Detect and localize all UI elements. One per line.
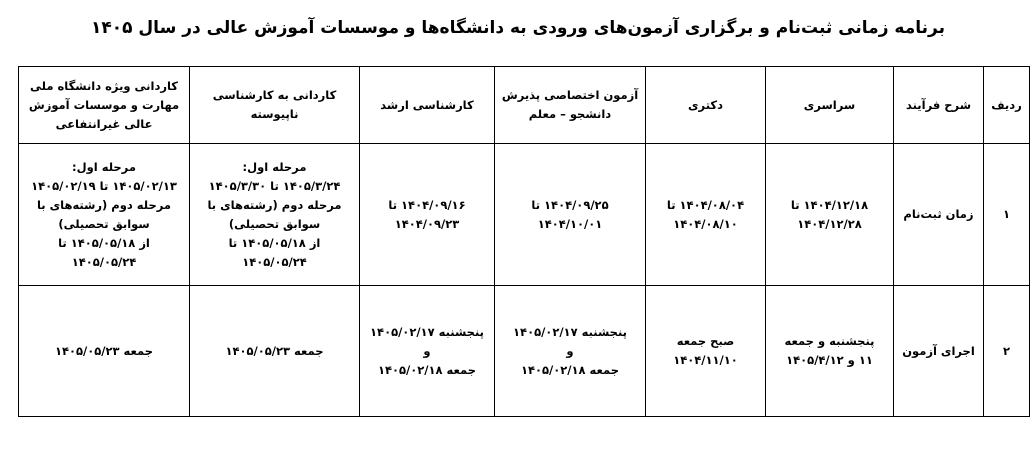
table-row-registration bbox=[19, 144, 1030, 286]
header-student-teacher-exam: آزمون اختصاصی پذیرش دانشجو – معلم bbox=[495, 67, 646, 144]
cell-radif: ۲ bbox=[984, 286, 1030, 417]
cell-doktori: صبح جمعه ۱۴۰۴/۱۱/۱۰ bbox=[646, 286, 766, 417]
header-sarasari: سراسری bbox=[766, 67, 894, 144]
table-row-exam bbox=[19, 286, 1030, 417]
cell-student-teacher-exam: ۱۴۰۴/۰۹/۲۵ تا ۱۴۰۴/۱۰/۰۱ bbox=[495, 144, 646, 286]
header-national-skills-university: کاردانی ویژه دانشگاه ملی مهارت و موسسات آموزش عالی غیرانتفاعی bbox=[19, 67, 190, 144]
cell-national-skills-university: جمعه ۱۴۰۵/۰۵/۲۳ bbox=[19, 286, 190, 417]
cell-masters: ۱۴۰۴/۰۹/۱۶ تا ۱۴۰۴/۰۹/۲۳ bbox=[360, 144, 495, 286]
cell-radif: ۱ bbox=[984, 144, 1030, 286]
header-process-description: شرح فرآیند bbox=[894, 67, 984, 144]
cell-associate-to-bachelor: جمعه ۱۴۰۵/۰۵/۲۳ bbox=[190, 286, 360, 417]
cell-doktori: ۱۴۰۴/۰۸/۰۴ تا ۱۴۰۴/۰۸/۱۰ bbox=[646, 144, 766, 286]
cell-masters: پنجشنبه ۱۴۰۵/۰۲/۱۷ و جمعه ۱۴۰۵/۰۲/۱۸ bbox=[360, 286, 495, 417]
cell-sarasari: ۱۴۰۴/۱۲/۱۸ تا ۱۴۰۴/۱۲/۲۸ bbox=[766, 144, 894, 286]
cell-process-description: زمان ثبت‌نام bbox=[894, 144, 984, 286]
header-radif: ردیف bbox=[984, 67, 1030, 144]
header-masters: کارشناسی ارشد bbox=[360, 67, 495, 144]
table-header-row bbox=[19, 67, 1030, 144]
exam-schedule-table bbox=[18, 66, 1030, 417]
cell-student-teacher-exam: پنجشنبه ۱۴۰۵/۰۲/۱۷ و جمعه ۱۴۰۵/۰۲/۱۸ bbox=[495, 286, 646, 417]
cell-process-description: اجرای آزمون bbox=[894, 286, 984, 417]
cell-associate-to-bachelor: مرحله اول: ۱۴۰۵/۳/۲۴ تا ۱۴۰۵/۳/۳۰ مرحله دوم (رشته‌های با سوابق تحصیلی) از ۱۴۰۵/۰۵/۱۸ تا ۱۴۰۵/۰۵/۲۴ bbox=[190, 144, 360, 286]
cell-national-skills-university: مرحله اول: ۱۴۰۵/۰۲/۱۳ تا ۱۴۰۵/۰۲/۱۹ مرحله دوم (رشته‌های با سوابق تحصیلی) از ۱۴۰۵/۰۵/۱۸ تا ۱۴۰۵/۰۵/۲۴ bbox=[19, 144, 190, 286]
cell-sarasari: پنجشنبه و جمعه ۱۱ و ۱۴۰۵/۴/۱۲ bbox=[766, 286, 894, 417]
header-doktori: دکتری bbox=[646, 67, 766, 144]
header-associate-to-bachelor: کاردانی به کارشناسی ناپیوسته bbox=[190, 67, 360, 144]
document-title: برنامه زمانی ثبت‌نام و برگزاری آزمون‌های ورودی به دانشگاه‌ها و موسسات آموزش عالی در سال ۱۴۰۵ bbox=[91, 18, 945, 38]
